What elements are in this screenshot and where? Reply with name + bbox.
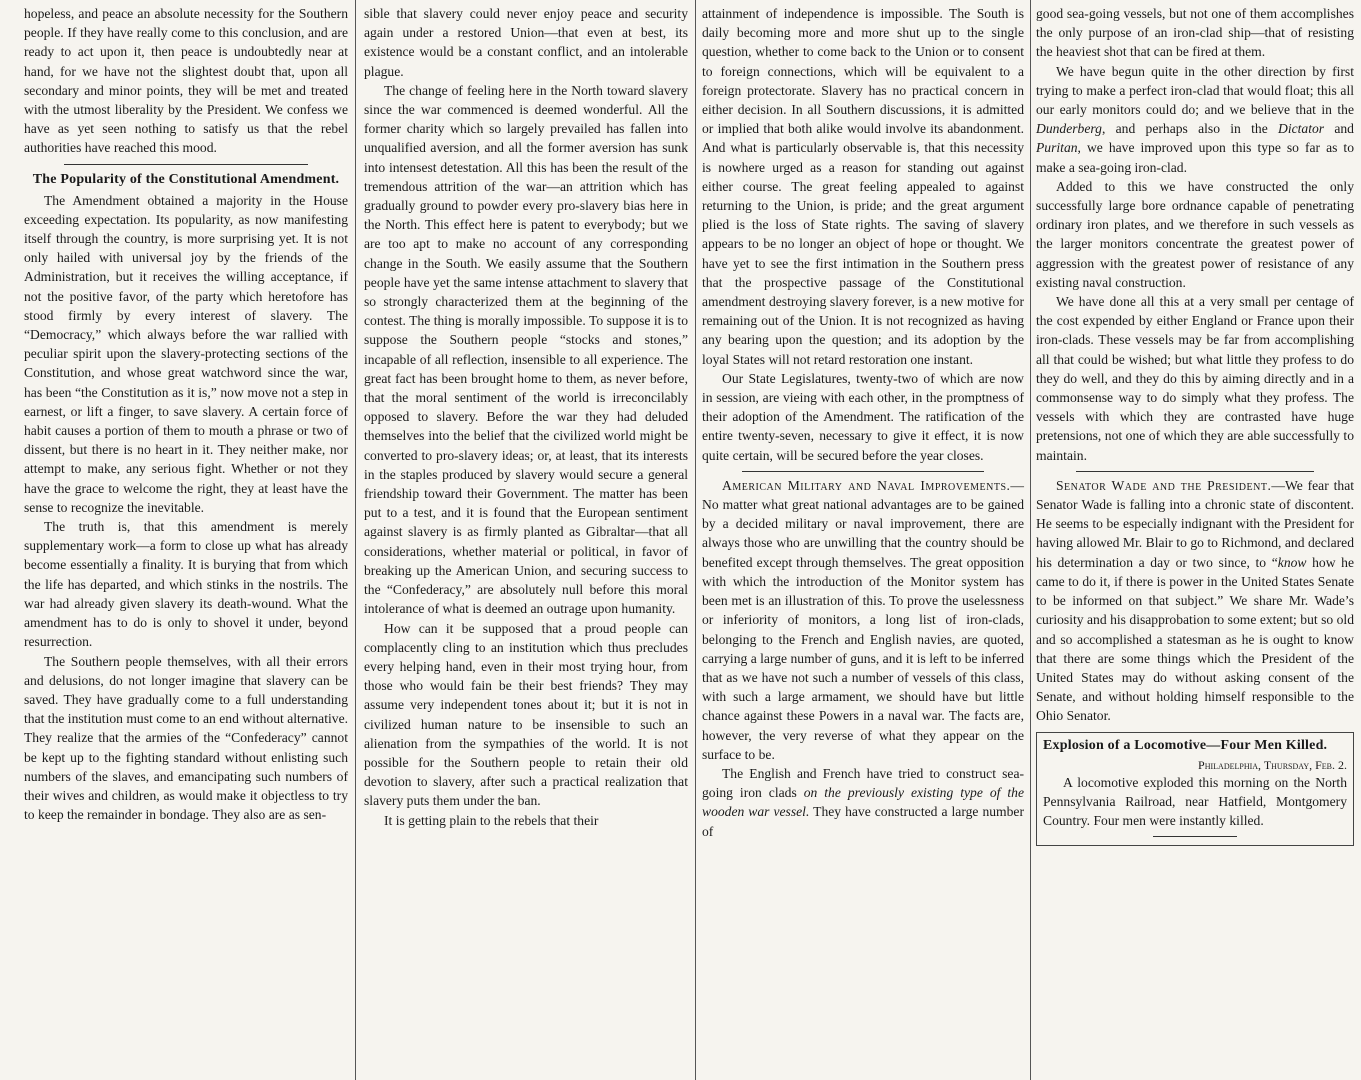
paragraph-text: We have begun quite in the other direction by first trying to make a perfect iron-clad that would float; this all our early monitors could do; and we believe that in the <box>1036 63 1354 118</box>
paragraph: Our State Legislatures, twenty-two of which are now in session, are vieing with each other, in the promptness of their adoption of the Amendment. The ratification of the entire twenty-seven, necessary to give it effect, it is now quite certain, will be secured before the year closes. <box>702 370 1024 463</box>
italic-text: know <box>1277 554 1307 570</box>
paragraph: The Southern people themselves, with all their errors and delusions, do not longer imagine that slavery can be saved. They have gradually come to a full understanding that the institution must come to an end without alternative. They realize that the armies of the “Confederacy” cannot be kept up to the fighting standard without enlisting such numbers of the slaves, and emancipating such numbers of their wives and children, as would make it objectless to try to keep the remainder in bondage. They also are as sen- <box>24 653 348 823</box>
paragraph-text: —We fear that Senator Wade is falling into a chronic state of discontent. He seems to be especially indignant with the President for having allowed Mr. Blair to go to Richmond, and declared his determination a day or two since, to “ <box>1036 477 1355 570</box>
column-1 <box>22 0 350 1080</box>
paragraph-text: how he came to do it, if there is power in the United States Senate to be informed on that subject.” We share Mr. Wade’s curiosity and his disapprobation to some extent; but so old and so accomplished a statesman as he is ought to know that there are some things which the President of the United States may do without asking consent of the Senate, and without holding himself responsible to the Ohio Senator. <box>1036 554 1355 724</box>
paragraph: The truth is, that this amendment is merely supplementary work—a form to close up what has already become essentially a finality. It is burying that from which the life has departed, and which stinks in the nostrils. The war had already given slavery its death-wound. What the amendment has to do is only to shovel it under, beyond resurrection. <box>24 519 348 650</box>
ship-name: Dictator <box>1278 121 1325 137</box>
paragraph: attainment of independence is impossible. The South is daily becoming more and more shut up to the single question, whether to come back to the Union or to consent to foreign connections, which will be equivalent to a foreign protectorate. Slavery has no practical concern in either decision. In all Southern discussions, it is admitted or implied that both alike would involve its abandonment. And what is particularly observable is, that this necessity is nowhere urged as a reason for standing out against either course. The great feeling appealed to against returning to the Union, is pride; and the great argument plied is the loss of State rights. The saving of slavery appears to be no longer an object of hope or thought. We have yet to see the first intimation in the Southern press that the prospective passage of the Constitutional amendment destroying slavery forever, is a new motive for remaining out of the Union. It is not recognized as having any bearing upon the question; and its adoption by the loyal States will not retard restoration one instant. <box>702 6 1024 367</box>
paragraph: good sea-going vessels, but not one of them accomplishes the only purpose of an iron-clad ship—that of resisting the heaviest shot that can be fired at them. <box>1036 6 1354 60</box>
article-headline: American Military and Naval Improvements. <box>722 477 1011 493</box>
section-divider <box>64 164 308 165</box>
paragraph: The Amendment obtained a majority in the House exceeding expectation. Its popularity, as now manifesting itself through the country, is more surprising yet. It is not only hailed with universal joy by the friends of the Administration, but it receives the willing acceptance, if not the positive favor, of the party which heretofore has stood firmly by every interest of slavery. The “Democracy,” which always before the war rallied with peculiar spirit upon the slavery-protecting sections of the Constitution, and whose great watchword since the war, has been “the Constitution as it is,” now move not a step in earnest, or lift a finger, to save slavery. A certain force of habit causes a portion of them to mouth a phrase or two of dissent, but there is no heart in it. They neither make, nor attempt to make, any serious fight. Whether or not they have the grace to welcome the right, they at least have the sense to recognize the inevitable. <box>24 192 348 515</box>
section-divider <box>742 471 984 472</box>
section-divider <box>1076 471 1314 472</box>
article-headline: Senator Wade and the President. <box>1056 477 1272 493</box>
column-rule <box>1030 0 1031 1080</box>
paragraph: We have done all this at a very small per centage of the cost expended by either England or France upon their iron-clads. These vessels may be far from accomplishing all that could be wished; but what little they profess to do they do well, and they do this by aiming directly and in a commonsense way to do simply what they profess. The vessels with which they are contrasted have huge pretensions, not one of which they are able successfully to maintain. <box>1036 294 1354 463</box>
news-brief-box <box>1036 732 1354 847</box>
paragraph: hopeless, and peace an absolute necessity for the Southern people. If they have really come to this conclusion, and are ready to act upon it, then peace is undoubtedly near at hand, for we have not the slightest doubt that, upon all secondary and minor points, they will be met and treated with the utmost liberality by the President. We confess we have as yet seen nothing to satisfy us that the rebel authorities have reached this mood. <box>24 6 348 156</box>
paragraph <box>702 764 1024 841</box>
paragraph: sible that slavery could never enjoy peace and security again under a restored Union—that even at best, its existence would be a constant conflict, and an intolerable plague. <box>364 6 688 79</box>
paragraph: Added to this we have constructed the only successfully large bore ordnance capable of penetrating ordinary iron plates, and we therefore in such vessels as the larger monitors concentrate the greatest power of aggression with the greatest power of resistance of any existing naval construction. <box>1036 178 1354 290</box>
section-divider <box>1153 836 1237 837</box>
italic-text: on the previously existing type of the wooden war vessel. <box>702 785 1024 820</box>
paragraph: It is getting plain to the rebels that their <box>384 812 599 828</box>
ship-name: Puritan <box>1036 140 1078 156</box>
paragraph-text: , and perhaps also in the <box>1101 121 1278 137</box>
paragraph <box>1036 476 1354 726</box>
ship-name: Dunderberg <box>1036 121 1102 137</box>
article-headline: The Popularity of the Constitutional Amendment. <box>32 171 340 187</box>
paragraph-text: They have constructed a large number of <box>702 804 1024 839</box>
paragraph-text: —No matter what great national advantages are to be gained by a decided military or naval improvement, there are always those who are unwilling that the country should be benefited except through themselves. The great opposition with which the introduction of the Monitor system has been met is an illustration of this. To prove the uselessness or inferiority of monitors, a long list of iron-clads, belonging to the French and English navies, are quoted, carrying a large number of guns, and it is left to be inferred that as we have not such a number of vessels of this class, with such a large armament, we should have but little chance against these Powers in a naval war. The facts are, however, the very reverse of what they appear on the surface to be. <box>702 477 1024 762</box>
dateline: Philadelphia, Thursday, Feb. 2. <box>1198 757 1347 772</box>
paragraph-text: The English and French have tried to construct sea-going iron clads <box>702 765 1024 801</box>
column-rule <box>695 0 696 1080</box>
paragraph: How can it be supposed that a proud people can complacently cling to an institution which thus precludes every helping hand, even in their most trying hour, from those who would fain be their best friends? They may assume very independent tones about it; but it is not in civilized human nature to be insensible to such an alienation from the sympathies of the world. It is not possible for the Southern people to retain their old devotion to slavery, after such a practical realization that slavery puts them under the ban. <box>364 620 688 809</box>
paragraph: The change of feeling here in the North toward slavery since the war commenced is deemed wonderful. All the former charity which so largely prevailed has fallen into unqualified aversion, and all the former aversion has sunk into intensest detestation. All this has been the result of the tremendous attrition of the war—an attrition which has gradually ground to powder every pro-slavery bias here in the North. This effect here is patent to everybody; but we are too apt to make no account of any corresponding change in the South. We easily assume that the Southern people have yet the same intense attachment to slavery that so strongly characterized them at the beginning of the contest. The thing is morally impossible. To suppose it is to suppose the Southern people “stocks and stones,” incapable of all reflection, insensible to all experience. The great fact has been brought home to them, as never before, that the moral sentiment of the world is irreconcilably opposed to slavery. Before the war they had deluded themselves into the belief that the civilized world might be converted to pro-slavery ideas; or, at least, that its interests in the staples produced by slavery would secure a general friendship toward their Government. The matter has been put to a test, and it is found that the European sentiment against slavery is as firmly planted as Gibraltar—that all considerations, whether material or political, in favor of breaking up the American Union, and securing success to the “Confederacy,” are absolutely null before this moral intolerance of what is deemed an outrage upon humanity. <box>364 82 688 617</box>
column-4 <box>1034 0 1356 1080</box>
paragraph <box>702 476 1024 764</box>
column-rule <box>355 0 356 1080</box>
paragraph: A locomotive exploded this morning on the North Pennsylvania Railroad, near Hatfield, Montgomery Country. Four men were instantly killed. <box>1043 774 1347 828</box>
paragraph <box>1036 62 1354 177</box>
column-3 <box>700 0 1026 1080</box>
column-2 <box>362 0 690 1080</box>
paragraph-text: , we have improved upon this type so far as to make a sea-going iron-clad. <box>1036 140 1354 175</box>
article-headline: Explosion of a Locomotive—Four Men Killed. <box>1043 737 1328 753</box>
paragraph-text: and <box>1324 121 1354 137</box>
